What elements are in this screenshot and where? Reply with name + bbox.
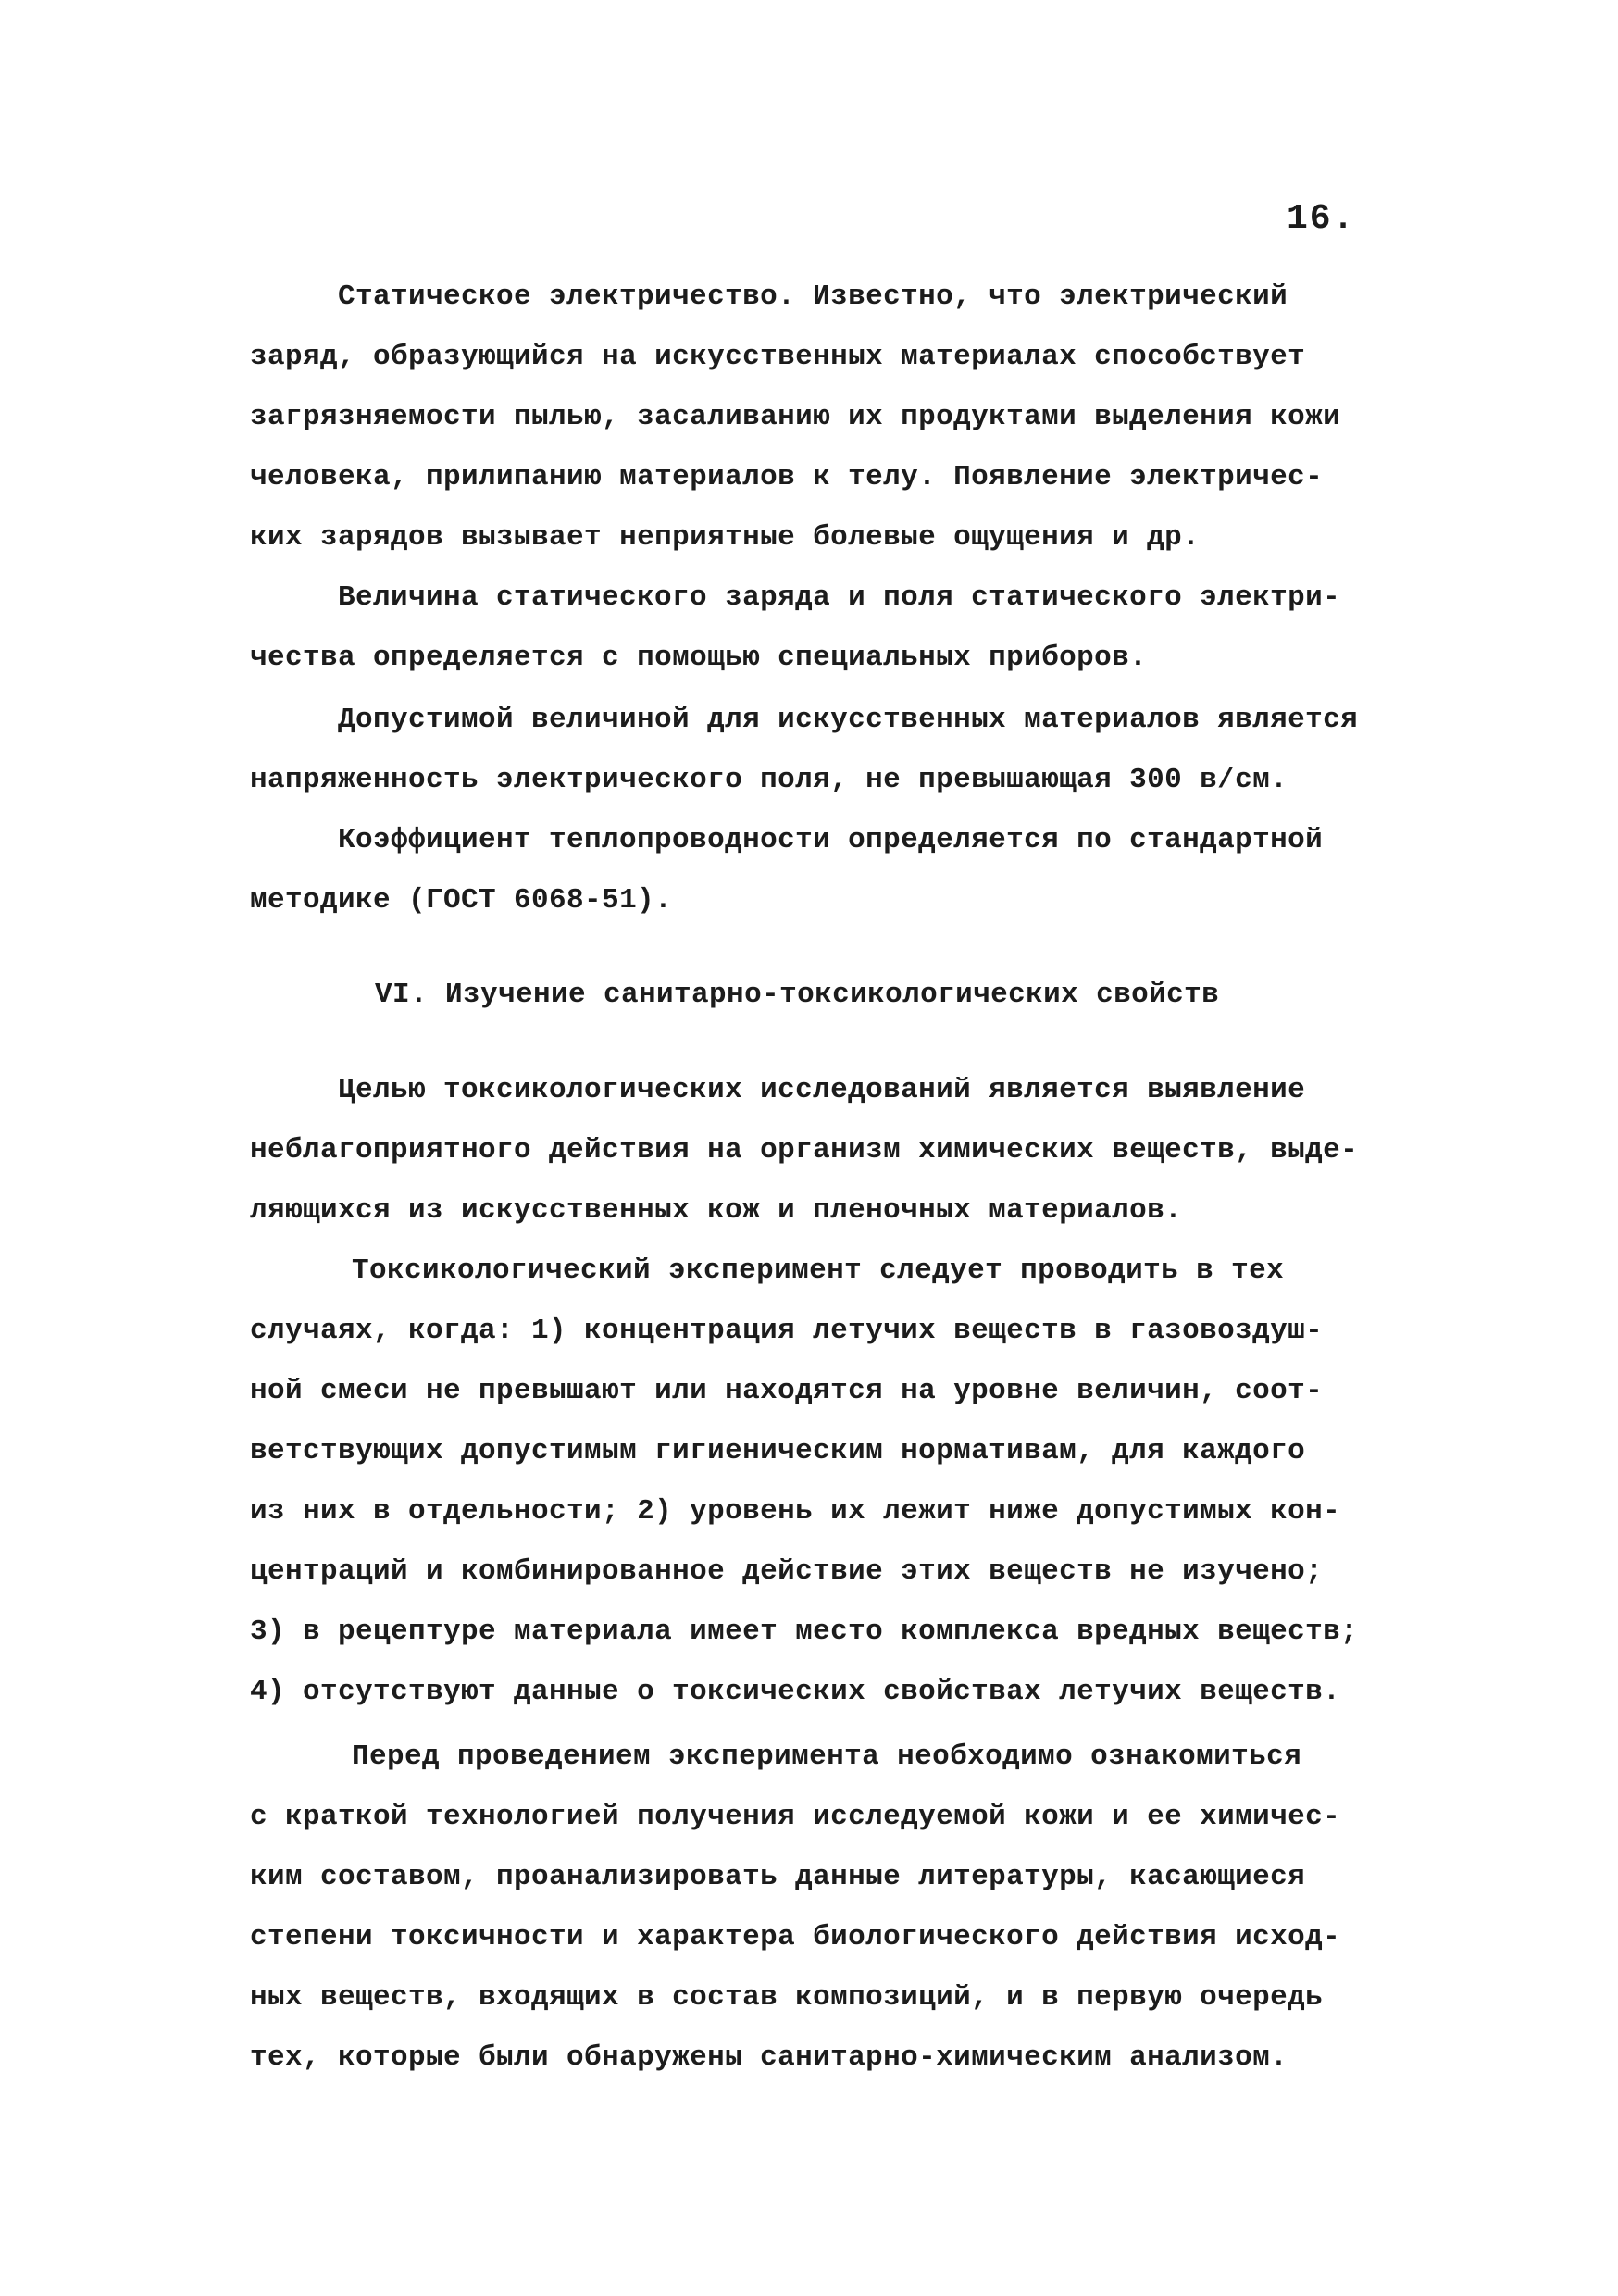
text-line: 3) в рецептуре материала имеет место комплекса вредных веществ; bbox=[250, 1616, 1359, 1648]
section-heading: VI. Изучение санитарно-токсикологических свойств bbox=[375, 979, 1220, 1011]
text-line: случаях, когда: 1) концентрация летучих веществ в газовоздуш- bbox=[250, 1315, 1324, 1347]
page-number: 16. bbox=[1287, 199, 1356, 239]
text-line: из них в отдельности; 2) уровень их лежит ниже допустимых кон- bbox=[250, 1495, 1341, 1528]
text-line: методике (ГОСТ 6068-51). bbox=[250, 884, 673, 917]
text-line: Перед проведением эксперимента необходимо ознакомиться bbox=[352, 1741, 1302, 1773]
text-line: Величина статического заряда и поля статического электри- bbox=[338, 581, 1341, 614]
text-line: ной смеси не превышают или находятся на уровне величин, соот- bbox=[250, 1375, 1324, 1407]
text-line: 4) отсутствуют данные о токсических свойствах летучих веществ. bbox=[250, 1676, 1341, 1708]
text-line: неблагоприятного действия на организм химических веществ, выде- bbox=[250, 1134, 1359, 1167]
text-line: ких зарядов вызывает неприятные болевые ощущения и др. bbox=[250, 521, 1201, 554]
text-line: Допустимой величиной для искусственных материалов является bbox=[338, 704, 1359, 736]
text-line: ветствующих допустимым гигиеническим нормативам, для каждого bbox=[250, 1435, 1306, 1467]
text-line: центраций и комбинированное действие этих веществ не изучено; bbox=[250, 1555, 1324, 1588]
text-line: тех, которые были обнаружены санитарно-химическим анализом. bbox=[250, 2041, 1288, 2074]
text-line: степени токсичности и характера биологического действия исход- bbox=[250, 1921, 1341, 1953]
text-line: заряд, образующийся на искусственных материалах способствует bbox=[250, 341, 1306, 373]
text-line: Коэффициент теплопроводности определяется по стандартной bbox=[338, 824, 1324, 856]
text-line: с краткой технологией получения исследуемой кожи и ее химичес- bbox=[250, 1801, 1341, 1833]
text-line: Целью токсикологических исследований является выявление bbox=[338, 1074, 1306, 1106]
text-line: ляющихся из искусственных кож и пленочных материалов. bbox=[250, 1194, 1183, 1227]
text-line: ных веществ, входящих в состав композиций, и в первую очередь bbox=[250, 1981, 1324, 2014]
text-line: напряженность электрического поля, не превышающая 300 в/см. bbox=[250, 764, 1288, 796]
text-line: Статическое электричество. Известно, что электрический bbox=[338, 281, 1288, 313]
text-line: чества определяется с помощью специальных приборов. bbox=[250, 642, 1148, 674]
text-line: ким составом, проанализировать данные литературы, касающиеся bbox=[250, 1861, 1306, 1893]
text-line: Токсикологический эксперимент следует проводить в тех bbox=[352, 1254, 1285, 1287]
text-line: человека, прилипанию материалов к телу. Появление электричес- bbox=[250, 461, 1324, 493]
text-line: загрязняемости пылью, засаливанию их продуктами выделения кожи bbox=[250, 401, 1341, 433]
